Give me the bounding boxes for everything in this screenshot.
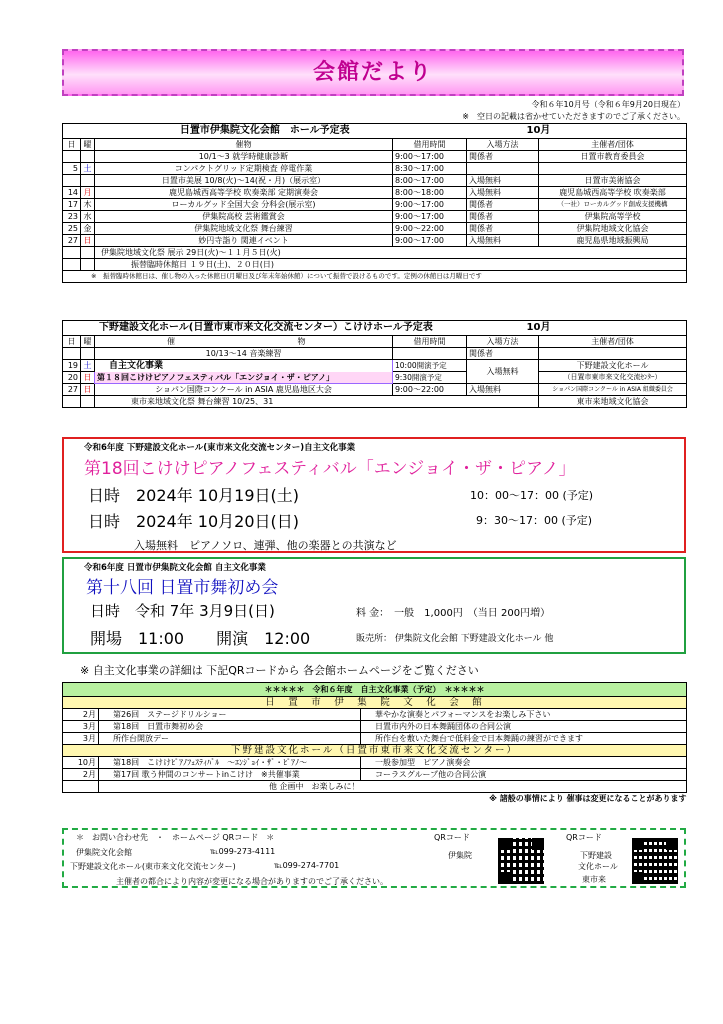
program-month: 2月: [63, 769, 99, 781]
table-row: [63, 769, 687, 781]
row-entry: 関係者: [467, 151, 539, 163]
row-exhibit: 伊集院地域文化祭 展示 29日(火)～１１月５日(火): [95, 247, 687, 259]
event-date2: 日時 2024年 10月20日(日): [88, 512, 300, 531]
program-month: 10月: [63, 757, 99, 769]
row-time: 9:30開演予定: [393, 372, 467, 384]
row-entry: 入場無料: [467, 235, 539, 247]
program-desc: コーラスグループ他の合同公演: [361, 769, 687, 781]
table-row: [63, 259, 687, 271]
row-event: ローカルグッド全国大会 分科会(展示室): [95, 199, 393, 211]
col-event: 催物: [95, 139, 393, 151]
program-name: 第17回 歌う仲間のコンサートinこけけ ※共催事業: [99, 769, 361, 781]
program-month: 2月: [63, 709, 99, 721]
event-time2: 9：30～17：00 (予定): [476, 514, 593, 527]
row-event: 鹿児島城西高等学校 吹奏楽部 定期演奏会: [95, 187, 393, 199]
table-row: [63, 175, 687, 187]
program-desc: 所作台を敷いた舞台で低料金で日本舞踊の練習ができます: [361, 733, 687, 745]
table-row: [63, 396, 687, 408]
table-row: [63, 721, 687, 733]
row-org: [539, 163, 687, 175]
col-time: 借用時間: [393, 336, 467, 348]
row-time: 9:00～22:00: [393, 223, 467, 235]
festival-line2: 第１８回こけけピアノフェスティバル「エンジョイ・ザ・ピアノ」: [95, 372, 392, 383]
row-event: 伊集院高校 芸術鑑賞会: [95, 211, 393, 223]
row-entry: 関係者: [467, 199, 539, 211]
ijuin-schedule-table: [62, 123, 687, 283]
festival-line1: 自主文化事業: [109, 361, 164, 371]
program-name: 所作台開放デー: [99, 733, 361, 745]
table-row: [63, 709, 687, 721]
row-event: 10/1～3 就学時健康診断: [95, 151, 393, 163]
row-event: 伊集院地域文化祭 舞台練習: [95, 223, 393, 235]
program-desc: 一般参加型 ピアノ演奏会: [361, 757, 687, 769]
row-dow: 土: [81, 360, 95, 372]
row-time: 10:00開演予定: [393, 360, 467, 372]
col-time: 借用時間: [393, 139, 467, 151]
row-time: 9:00～17:00: [393, 199, 467, 211]
row-event: 東市来地域文化祭 舞台練習 10/25、31: [95, 396, 539, 408]
row-org: [539, 348, 687, 360]
col-event: [95, 336, 393, 348]
qr-note: ※ 自主文化事業の詳細は 下記QRコードから 各会館ホームページをご覧ください: [80, 664, 479, 677]
table-row: [63, 247, 687, 259]
col-event-b: 物: [297, 337, 306, 346]
title-banner: [62, 49, 684, 96]
row-event: コンパクトグリッド定期検査 停電作業: [95, 163, 393, 175]
col-dow: 曜: [81, 336, 95, 348]
higashi-header-month: 10月: [467, 321, 687, 336]
qr2-name1: 下野建設: [580, 851, 612, 860]
table-row: [63, 733, 687, 745]
row-dow: 金: [81, 223, 95, 235]
contact-box: [62, 828, 686, 888]
qr2-label: QRコード: [566, 833, 602, 842]
row-day: 27: [63, 235, 81, 247]
table-row: [63, 223, 687, 235]
qr-code-higashi-icon[interactable]: [632, 838, 678, 884]
row-dow: 水: [81, 211, 95, 223]
row-entry: 入場無料: [467, 175, 539, 187]
table-row: [63, 235, 687, 247]
contact-heading: ＊ お問い合わせ先 ・ ホームページ QRコード ＊: [76, 833, 275, 842]
row-entry: 入場無料: [467, 384, 539, 396]
annual-program-table: [62, 682, 687, 804]
qr2-name3: 東市来: [582, 875, 606, 884]
row-dow: 土: [81, 163, 95, 175]
row-time: 9:00～17:00: [393, 151, 467, 163]
program-month: 3月: [63, 733, 99, 745]
row-entry: 入場無料: [467, 360, 539, 384]
note-top: ※ 空日の記載は省かせていただきますのでご了承ください。: [462, 112, 685, 121]
row-dow: 月: [81, 187, 95, 199]
program-desc: 日置市内外の日本舞踊団体の合同公演: [361, 721, 687, 733]
qr1-label: QRコード: [434, 833, 470, 842]
row-day: [63, 348, 81, 360]
row-event: 妙円寺詣り 関連イベント: [95, 235, 393, 247]
row-dow: 日: [81, 384, 95, 396]
higashi-header-title: 下野建設文化ホール(日置市東市来文化交流センター）こけけホール予定表: [63, 321, 467, 336]
row-entry: 関係者: [467, 211, 539, 223]
row-day: 23: [63, 211, 81, 223]
ijuin-tel: ℡099-273-4111: [210, 847, 276, 856]
row-day: 19: [63, 360, 81, 372]
row-entry: 関係者: [467, 223, 539, 235]
higashi-name: 下野建設文化ホール(東市来文化交流センター): [70, 862, 236, 871]
program-month: 3月: [63, 721, 99, 733]
table-row: [63, 151, 687, 163]
row-event: 10/13～14 音楽練習: [95, 348, 393, 360]
row-org: 日置市美術協会: [539, 175, 687, 187]
table-row: [63, 348, 687, 360]
row-event: 日置市美展 10/8(火)～14(祝・月)（展示室）: [95, 175, 393, 187]
qr1-name: 伊集院: [448, 851, 472, 860]
event-time1: 10：00～17：00 (予定): [470, 489, 594, 502]
higashi-schedule-table: [62, 320, 687, 408]
row-day: 25: [63, 223, 81, 235]
table-row: [63, 384, 687, 396]
row-event: ショパン国際コンクール in ASIA 鹿児島地区大会: [95, 384, 393, 396]
row-day: 20: [63, 372, 81, 384]
box-title: 第十八回 日置市舞初め会: [86, 578, 279, 598]
row-time: 8:30～17:00: [393, 163, 467, 175]
event-date: 日時 令和 7年 3月9日(日): [90, 602, 275, 620]
table-row: [63, 781, 687, 793]
qr2-name2: 文化ホール: [578, 862, 618, 871]
row-dow: [81, 175, 95, 187]
row-org: （一社）ローカルグッド創成支援機構: [539, 199, 687, 211]
row-day: [63, 151, 81, 163]
row-time: 8:00～17:00: [393, 175, 467, 187]
program-title: ＊＊＊＊＊ 令和６年度 自主文化事業（予定） ＊＊＊＊＊: [63, 683, 687, 697]
col-org: 主催者/団体: [539, 139, 687, 151]
row-org: 伊集院高等学校: [539, 211, 687, 223]
row-org: ショパン国際コンクール in ASIA 組織委員会: [539, 384, 687, 396]
table-row: [63, 187, 687, 199]
row-dow: 日: [81, 372, 95, 384]
event-date1: 日時 2024年 10月19日(土): [88, 486, 300, 505]
festival-event-cell: [95, 360, 393, 384]
section-higashi: 下野建設文化ホール（日置市東市来文化交流センター）: [63, 745, 687, 757]
ijuin-footnote: ※ 振替臨時休館日は、催し物の入った休館日(月曜日及び年末年始休館）について振替で設けるものです。定例の休館日は月曜日です: [63, 271, 687, 283]
page-title: 会館だより: [312, 60, 433, 85]
row-org: （日置市東市来文化交流ｾﾝﾀｰ）: [539, 372, 687, 384]
program-desc: 華やかな演奏とパフォーマンスをお楽しみ下さい: [361, 709, 687, 721]
row-org: 伊集院地域文化協会: [539, 223, 687, 235]
box-kicker: 令和6年度 下野建設文化ホール(東市来文化交流センター)自主文化事業: [84, 443, 356, 453]
row-day: 17: [63, 199, 81, 211]
event-open: 開場 11:00 開演 12:00: [90, 629, 311, 648]
row-time: 9:00～17:00: [393, 211, 467, 223]
program-other: 他 企画中 お楽しみに！: [99, 781, 687, 793]
row-day: 27: [63, 384, 81, 396]
program-note: ※ 諸般の事情により 催事は変更になることがあります: [489, 794, 687, 803]
ijuin-header-title: 日置市伊集院文化会館 ホール予定表: [63, 124, 467, 139]
program-name: 第18回 日置市舞初め会: [99, 721, 361, 733]
ijuin-header-month: 10月: [467, 124, 687, 139]
higashi-tel: ℡099-274-7701: [274, 861, 340, 870]
event-price: 料 金： 一般 1,000円 （当日 200円増）: [356, 608, 551, 619]
festival-row: [63, 360, 687, 372]
row-time: 9:00～22:00: [393, 384, 467, 396]
box-kicker: 令和6年度 日置市伊集院文化会館 自主文化事業: [84, 563, 266, 573]
row-org: 下野建設文化ホール: [539, 360, 687, 372]
col-day: 日: [63, 139, 81, 151]
piano-festival-box: [62, 437, 686, 553]
table-row: [63, 757, 687, 769]
table-row: [63, 199, 687, 211]
col-event-a: 催: [167, 337, 175, 346]
maizome-box: [62, 557, 686, 654]
ijuin-name: 伊集院文化会館: [76, 848, 132, 857]
col-entry: 入場方法: [467, 336, 539, 348]
row-day: 14: [63, 187, 81, 199]
col-org: 主催者/団体: [539, 336, 687, 348]
row-day: [63, 175, 81, 187]
col-day: 日: [63, 336, 81, 348]
section-ijuin: 日 置 市 伊 集 院 文 化 会 館: [63, 697, 687, 709]
contact-disclaimer: 主催者の都合により内容が変更になる場合がありますのでご了承ください。: [116, 877, 388, 886]
col-dow: 曜: [81, 139, 95, 151]
row-entry: 入場無料: [467, 187, 539, 199]
row-entry: [467, 163, 539, 175]
row-time: 9:00～17:00: [393, 235, 467, 247]
row-time: 8:00～18:00: [393, 187, 467, 199]
table-row: [63, 163, 687, 175]
row-dow: [81, 348, 95, 360]
issue-date: 令和６年10月号（令和６年9月20日現在）: [531, 100, 685, 109]
col-entry: 入場方法: [467, 139, 539, 151]
row-dow: 木: [81, 199, 95, 211]
program-name: 第26回 ステージドリルショー: [99, 709, 361, 721]
row-dow: 日: [81, 235, 95, 247]
qr-code-ijuin-icon[interactable]: [498, 838, 544, 884]
row-dow: [81, 151, 95, 163]
program-name: 第18回 こけけﾋﾟｱﾉﾌｪｽﾃｨﾊﾞﾙ ～ｴﾝｼﾞｮｲ・ｻﾞ・ﾋﾟｱﾉ～: [99, 757, 361, 769]
row-time: [393, 348, 467, 360]
event-sale: 販売所： 伊集院文化会館 下野建設文化ホール 他: [356, 634, 554, 644]
row-entry: 関係者: [467, 348, 539, 360]
row-org: 日置市教育委員会: [539, 151, 687, 163]
row-closed-days: 振替臨時休館日 １９日(土)、２０日(日): [95, 259, 687, 271]
row-org: 鹿児島城西高等学校 吹奏楽部: [539, 187, 687, 199]
box-title: 第18回こけけピアノフェスティバル「エンジョイ・ザ・ピアノ」: [84, 459, 576, 479]
row-org: 東市来地域文化協会: [539, 396, 687, 408]
event-info: 入場無料 ピアノソロ、連弾、他の楽器との共演など: [134, 539, 397, 552]
table-row: [63, 211, 687, 223]
row-day: 5: [63, 163, 81, 175]
row-org: 鹿児島県地域振興局: [539, 235, 687, 247]
